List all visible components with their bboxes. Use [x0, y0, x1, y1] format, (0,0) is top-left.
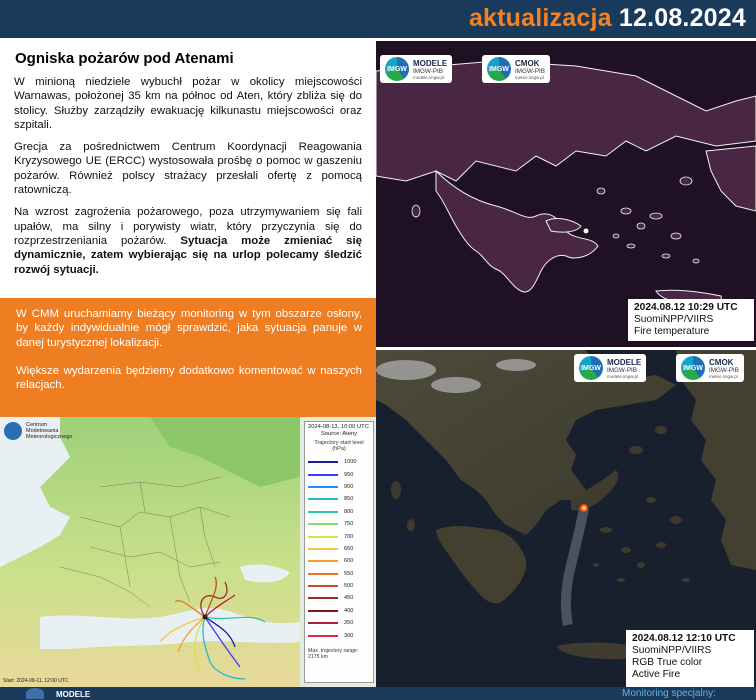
satellite-image-true-color	[376, 350, 756, 688]
article-paragraph-2: Grecja za pośrednictwem Centrum Koordynacji Reagowania Kryzysowego UE (ERCC) wystosowała prośbę o pomoc w gaszeniu pożarów. Również polscy strażacy przesłali ofertę z pomocą ratowniczą.	[14, 141, 362, 197]
cmok-logo-url: meteo.imgw.pl	[515, 74, 544, 80]
cmok-logo-org: IMGW-PIB	[515, 67, 545, 75]
modele-logo-name: MODELE	[607, 357, 642, 367]
article-paragraph-3-bold: Sytuacja może zmieniać się dynamicznie, zatem wybierając się na urlop polecamy śledzić rozwój sytuacji.	[14, 234, 362, 276]
legend-source: Source: Ateny	[320, 431, 358, 437]
cmok-logo-org: IMGW-PIB	[709, 366, 739, 374]
modele-logo-url: modele.imgw.pl	[607, 373, 639, 379]
title-date: 12.08.2024	[618, 4, 746, 32]
cmm-logo-line2: Modelowania	[26, 428, 59, 434]
legend-level-value: 750	[344, 521, 354, 528]
legend-level-row	[308, 493, 370, 505]
legend-level-swatch	[308, 474, 338, 476]
page-title	[469, 2, 746, 34]
legend-level-swatch	[308, 610, 338, 612]
imgw-logo-icon: IMGW	[385, 57, 409, 81]
legend-level-value: 650	[344, 545, 354, 552]
caption-product: RGB True color	[632, 657, 703, 668]
modele-logo-name: MODELE	[413, 58, 448, 68]
caption-satellite: SuomiNPP/VIIRS	[632, 645, 712, 656]
legend-level-value: 950	[344, 471, 354, 478]
notice-paragraph-2: Większe wydarzenia będziemy dodatkowo komentować w naszych relacjach.	[16, 364, 362, 392]
legend-level-row	[308, 617, 370, 629]
fire-temperature-caption	[628, 299, 754, 341]
legend-level-row	[308, 506, 370, 518]
legend-level-row	[308, 605, 370, 617]
legend-level-value: 550	[344, 570, 354, 577]
legend-level-swatch	[308, 560, 338, 562]
legend-level-swatch	[308, 511, 338, 513]
satellite-image-fire-temperature	[376, 41, 756, 347]
caption-time: 2024.08.12 10:29 UTC	[634, 302, 738, 313]
cmm-logo-mark-icon	[4, 422, 22, 440]
legend-level-value: 300	[344, 632, 354, 639]
legend-level-value: 450	[344, 595, 354, 602]
cmm-logo	[4, 422, 72, 440]
article-title: Ogniska pożarów pod Atenami	[15, 50, 234, 67]
legend-footnote: Max. trajectory range: 2175 km	[308, 647, 359, 660]
article-paragraph-3	[14, 205, 362, 276]
legend-level-value: 350	[344, 620, 354, 627]
legend-level-row	[308, 530, 370, 542]
legend-date: 2024-08-13, 10:00 UTC	[308, 424, 369, 430]
legend-level-row	[308, 468, 370, 480]
legend-level-row	[308, 592, 370, 604]
modele-logo-url: modele.imgw.pl	[413, 74, 445, 80]
cmm-logo-line3: Meteorologicznego	[26, 434, 73, 440]
imgw-logo-icon: IMGW	[579, 356, 603, 380]
legend-level-swatch	[308, 523, 338, 525]
legend-level-value: 850	[344, 496, 354, 503]
legend-level-swatch	[308, 486, 338, 488]
legend-level-swatch	[308, 498, 338, 500]
legend-level-row	[308, 456, 370, 468]
notice-paragraph-1: W CMM uruchamiamy bieżący monitoring w tym obszarze osłony, by każdy indywidualnie mógł sprawdzić, jaka sytuacja panuje w danej turystycznej lokalizacji.	[16, 308, 362, 349]
modele-logo	[380, 55, 452, 83]
article	[0, 38, 376, 298]
caption-satellite: SuomiNPP/VIIRS	[634, 314, 714, 325]
legend-level-row	[308, 580, 370, 592]
cmok-logo-name: CMOK	[515, 58, 540, 68]
trajectory-map	[0, 417, 376, 687]
legend-level-row	[308, 629, 370, 641]
cmok-logo	[482, 55, 550, 83]
footer-monitoring-link[interactable]: Monitoring specjalny:	[622, 688, 716, 699]
title-update-word: aktualizacja	[468, 4, 612, 32]
legend-level-swatch	[308, 461, 338, 463]
legend-level-swatch	[308, 585, 338, 587]
monitoring-notice	[0, 298, 376, 417]
legend-level-row	[308, 481, 370, 493]
legend-level-swatch	[308, 536, 338, 538]
imgw-logo-icon: IMGW	[681, 356, 705, 380]
legend-level-row	[308, 555, 370, 567]
legend-level-value: 1000	[344, 459, 357, 466]
caption-time: 2024.08.12 12:10 UTC	[632, 633, 736, 644]
cmm-logo-line1: Centrum	[26, 422, 48, 428]
caption-product: Fire temperature	[634, 326, 710, 337]
legend-levels	[308, 456, 370, 642]
caption-product-2: Active Fire	[632, 669, 681, 680]
footer-bar	[0, 687, 756, 700]
legend-level-swatch	[308, 622, 338, 624]
footer-logo-icon	[26, 688, 44, 699]
modele-logo-org: IMGW-PIB	[607, 366, 637, 374]
imgw-logo-icon: IMGW	[487, 57, 511, 81]
legend-level-value: 700	[344, 533, 354, 540]
modele-logo-org: IMGW-PIB	[413, 67, 443, 75]
cmok-logo-url: meteo.imgw.pl	[709, 373, 738, 379]
legend-level-swatch	[308, 597, 338, 599]
legend-level-row	[308, 543, 370, 555]
legend-level-value: 900	[344, 483, 354, 490]
cmok-logo	[676, 354, 744, 382]
legend-level-row	[308, 568, 370, 580]
footer-left-label: MODELE	[56, 690, 91, 699]
legend-level-value: 400	[344, 607, 354, 614]
header-bar	[0, 0, 756, 38]
article-paragraph-1: W minioną niedziele wybuchł pożar w okolicy miejscowości Warnawas, położonej 35 km na północ od Aten, który zbliża się do stolicy. Służby zarządziły ewakuację kilkunastu miejscowości oraz szpitali.	[14, 76, 362, 131]
legend-level-swatch	[308, 573, 338, 575]
legend-heading: Trajectory start level (hPa)	[314, 440, 364, 452]
legend-level-value: 600	[344, 558, 354, 565]
left-column	[0, 38, 376, 298]
legend-level-row	[308, 518, 370, 530]
trajectory-legend	[304, 421, 374, 683]
legend-level-value: 500	[344, 583, 354, 590]
trajectory-start-date: Start: 2024-08-11, 12:00 UTC	[3, 678, 69, 684]
legend-level-value: 800	[344, 508, 354, 515]
legend-level-swatch	[308, 635, 338, 637]
modele-logo	[574, 354, 646, 382]
article-paragraph-3-text: Na wzrost zagrożenia pożarowego, poza utrzymywaniem się fali upałów, ma silny i porywisty wiatr, który przyczynia się do rozprzestrzeniania pożarów.	[14, 206, 362, 247]
cmok-logo-name: CMOK	[709, 357, 734, 367]
true-color-caption	[626, 630, 754, 688]
legend-level-swatch	[308, 548, 338, 550]
